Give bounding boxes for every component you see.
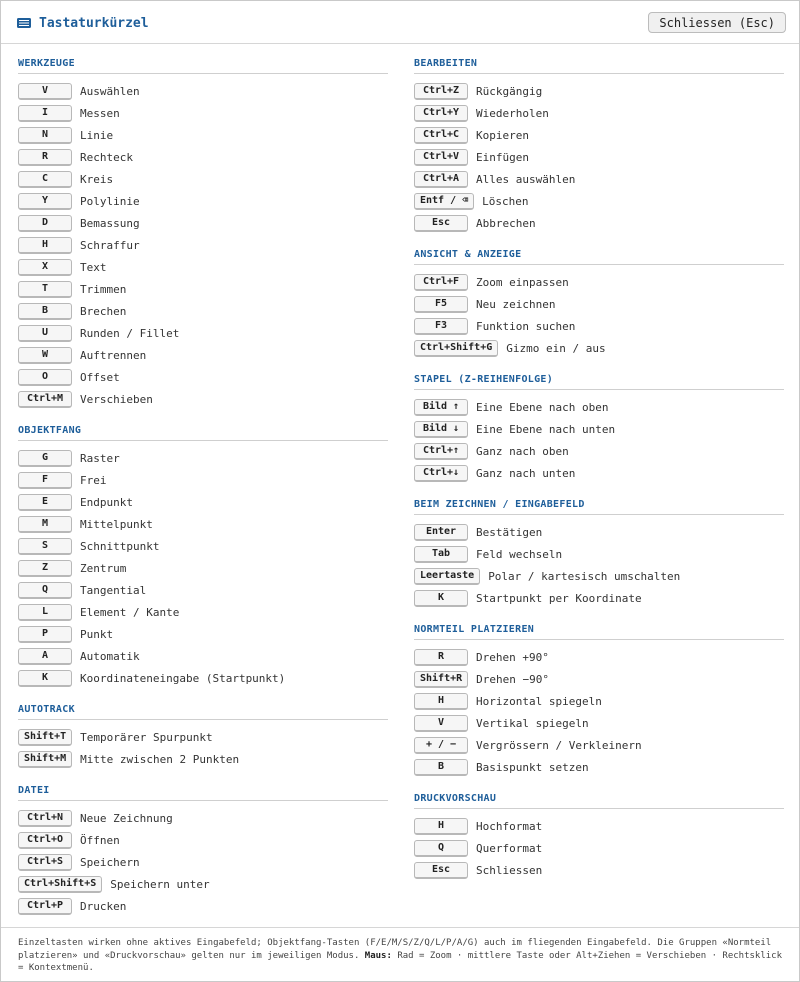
key-cap: W [18,347,72,364]
shortcut-description: Schnittpunkt [80,539,160,553]
shortcut-row [18,726,388,748]
shortcut-description: Funktion suchen [476,319,576,333]
shortcut-description: Speichern unter [110,877,210,891]
key-cap: Ctrl+C [414,127,468,144]
shortcut-row [414,837,784,859]
shortcut-description: Mitte zwischen 2 Punkten [80,752,240,766]
key-cap: O [18,369,72,386]
shortcut-description: Polylinie [80,194,140,208]
group-title: BEIM ZEICHNEN / EINGABEFELD [414,498,784,515]
key-cap: H [414,693,468,710]
shortcut-row [18,807,388,829]
shortcut-row [18,623,388,645]
key-cap: + / − [414,737,468,754]
group-title: DATEI [18,784,388,801]
shortcut-row [414,271,784,293]
key-cap: M [18,516,72,533]
key-cap: K [18,670,72,687]
shortcut-description: Rückgängig [476,84,543,98]
shortcut-row [414,565,784,587]
group-title: WERKZEUGE [18,57,388,74]
key-cap: Enter [414,524,468,541]
shortcut-description: Text [80,260,107,274]
shortcut-row [18,601,388,623]
shortcut-row [18,344,388,366]
footer-mouse-label: Maus: [364,950,392,961]
key-cap: Ctrl+P [18,898,72,915]
shortcut-row [414,543,784,565]
shortcut-row [18,124,388,146]
shortcut-row [414,815,784,837]
shortcut-description: Punkt [80,627,114,641]
shortcut-description: Öffnen [80,833,120,847]
key-cap: E [18,494,72,511]
key-cap: F [18,472,72,489]
shortcut-description: Löschen [482,194,529,208]
key-cap: Ctrl+N [18,810,72,827]
shortcut-row [18,168,388,190]
key-cap: Bild ↓ [414,421,468,438]
shortcut-row [414,212,784,234]
key-cap: B [18,303,72,320]
shortcut-description: Polar / kartesisch umschalten [488,569,681,583]
shortcut-description: Eine Ebene nach unten [476,422,616,436]
key-cap: V [414,715,468,732]
shortcut-description: Wiederholen [476,106,549,120]
shortcut-row [18,667,388,689]
shortcut-description: Auftrennen [80,348,147,362]
key-cap: H [414,818,468,835]
shortcut-description: Abbrechen [476,216,536,230]
shortcut-description: Temporärer Spurpunkt [80,730,213,744]
key-cap: Ctrl+V [414,149,468,166]
key-cap: Ctrl+S [18,854,72,871]
footer-text-after: Rad = Zoom · mittlere Taste oder Alt+Ziehen = Verschieben · Rechtsklick = Kontextmenü. [18,950,783,973]
shortcut-group-stapel-z-reihenfolge [414,373,784,484]
shortcut-description: Kreis [80,172,114,186]
key-cap: A [18,648,72,665]
shortcut-row [18,469,388,491]
key-cap: F3 [414,318,468,335]
key-cap: Z [18,560,72,577]
shortcut-row [18,102,388,124]
shortcut-description: Hochformat [476,819,543,833]
shortcut-description: Vertikal spiegeln [476,716,589,730]
key-cap: F5 [414,296,468,313]
dialog-title: Tastaturkürzel [39,15,149,31]
key-cap: C [18,171,72,188]
shortcut-description: Horizontal spiegeln [476,694,602,708]
shortcut-description: Trimmen [80,282,127,296]
key-cap: P [18,626,72,643]
shortcut-description: Ganz nach unten [476,466,576,480]
close-button[interactable]: Schliessen (Esc) [648,12,786,33]
shortcut-description: Drucken [80,899,127,913]
shortcut-description: Eine Ebene nach oben [476,400,609,414]
keyboard-icon [17,18,31,28]
shortcut-row [414,396,784,418]
shortcut-description: Drehen +90° [476,650,549,664]
shortcut-row [18,851,388,873]
shortcut-description: Speichern [80,855,140,869]
shortcut-row [414,124,784,146]
group-title: ANSICHT & ANZEIGE [414,248,784,265]
shortcut-group-autotrack [18,703,388,770]
shortcut-row [18,146,388,168]
shortcut-row [414,168,784,190]
shortcut-description: Drehen −90° [476,672,550,686]
shortcut-description: Verschieben [80,392,153,406]
shortcut-description: Schliessen [476,863,543,877]
shortcut-row [414,690,784,712]
key-cap: Y [18,193,72,210]
shortcut-row [414,734,784,756]
shortcut-row [18,579,388,601]
shortcut-row [18,212,388,234]
key-cap: Ctrl+Shift+S [18,876,102,893]
key-cap: Ctrl+F [414,274,468,291]
shortcut-group-objektfang [18,424,388,689]
shortcut-row [414,190,784,212]
dialog-footer [1,927,799,982]
shortcut-group-datei [18,784,388,917]
group-title: NORMTEIL PLATZIEREN [414,623,784,640]
shortcut-row [414,418,784,440]
group-title: STAPEL (Z-REIHENFOLGE) [414,373,784,390]
key-cap: T [18,281,72,298]
group-title: BEARBEITEN [414,57,784,74]
shortcut-row [414,337,784,359]
key-cap: Ctrl+Y [414,105,468,122]
shortcut-description: Bemassung [80,216,140,230]
shortcut-row [414,668,784,690]
key-cap: V [18,83,72,100]
shortcut-description: Mittelpunkt [80,517,153,531]
shortcut-row [18,829,388,851]
key-cap: R [18,149,72,166]
key-cap: I [18,105,72,122]
shortcut-description: Einfügen [476,150,529,164]
key-cap: Esc [414,215,468,232]
shortcut-row [414,293,784,315]
shortcut-description: Endpunkt [80,495,133,509]
key-cap: G [18,450,72,467]
key-cap: Ctrl+Shift+G [414,340,498,357]
shortcut-group-beim-zeichnen-eingabefeld [414,498,784,609]
group-title: OBJEKTFANG [18,424,388,441]
shortcut-description: Offset [80,370,120,384]
key-cap: N [18,127,72,144]
shortcut-description: Element / Kante [80,605,180,619]
shortcut-row [414,80,784,102]
key-cap: Ctrl+M [18,391,72,408]
footer-text-before: Einzeltasten wirken ohne aktives Eingabefeld; Objektfang-Tasten (F/E/M/S/Z/Q/L/P/A/G) auch im fliegenden Eingabefeld. Die Gruppen «Normteil platzieren» und «Druckvorschau» gelten nur im jeweiligen Modus. [18,938,772,961]
key-cap: Ctrl+O [18,832,72,849]
key-cap: Shift+T [18,729,72,746]
group-title: DRUCKVORSCHAU [414,792,784,809]
shortcut-row [18,447,388,469]
key-cap: Bild ↑ [414,399,468,416]
right-column [414,57,784,895]
shortcut-group-druckvorschau [414,792,784,881]
shortcut-description: Neue Zeichnung [80,811,173,825]
key-cap: D [18,215,72,232]
key-cap: Shift+R [414,671,468,688]
left-column [18,57,388,931]
shortcut-description: Schraffur [80,238,140,252]
shortcut-row [414,315,784,337]
shortcut-row [18,557,388,579]
shortcut-description: Brechen [80,304,127,318]
shortcut-description: Gizmo ein / aus [506,341,606,355]
key-cap: B [414,759,468,776]
key-cap: Ctrl+↓ [414,465,468,482]
dialog-header [1,1,799,44]
shortcut-description: Messen [80,106,120,120]
shortcut-description: Raster [80,451,120,465]
shortcut-row [18,366,388,388]
shortcut-description: Bestätigen [476,525,543,539]
shortcut-row [18,645,388,667]
shortcut-row [18,873,388,895]
shortcut-row [414,712,784,734]
key-cap: Ctrl+Z [414,83,468,100]
shortcut-group-bearbeiten [414,57,784,234]
shortcut-description: Ganz nach oben [476,444,569,458]
key-cap: Esc [414,862,468,879]
key-cap: Q [414,840,468,857]
key-cap: S [18,538,72,555]
shortcut-row [18,491,388,513]
shortcut-description: Automatik [80,649,140,663]
shortcut-description: Startpunkt per Koordinate [476,591,642,605]
shortcut-description: Feld wechseln [476,547,563,561]
shortcut-row [414,146,784,168]
shortcut-row [414,756,784,778]
shortcut-row [414,102,784,124]
shortcut-description: Runden / Fillet [80,326,180,340]
key-cap: Entf / ⌫ [414,193,474,210]
key-cap: L [18,604,72,621]
shortcut-row [18,190,388,212]
key-cap: Ctrl+A [414,171,468,188]
shortcut-description: Linie [80,128,114,142]
shortcut-row [18,513,388,535]
shortcut-description: Neu zeichnen [476,297,556,311]
shortcut-row [18,300,388,322]
shortcut-description: Zoom einpassen [476,275,569,289]
shortcut-row [414,462,784,484]
title-wrap [17,15,149,31]
shortcut-row [414,440,784,462]
key-cap: K [414,590,468,607]
shortcut-description: Rechteck [80,150,133,164]
key-cap: H [18,237,72,254]
shortcut-row [414,859,784,881]
shortcut-row [18,535,388,557]
shortcut-description: Querformat [476,841,543,855]
key-cap: X [18,259,72,276]
key-cap: U [18,325,72,342]
shortcut-row [18,256,388,278]
shortcut-description: Koordinateneingabe (Startpunkt) [80,671,286,685]
shortcut-row [414,587,784,609]
shortcut-description: Frei [80,473,107,487]
shortcut-row [18,80,388,102]
footer-note [18,937,788,975]
shortcut-row [18,278,388,300]
shortcut-row [18,388,388,410]
shortcut-description: Vergrössern / Verkleinern [476,738,642,752]
group-title: AUTOTRACK [18,703,388,720]
key-cap: Q [18,582,72,599]
shortcut-description: Alles auswählen [476,172,576,186]
key-cap: Ctrl+↑ [414,443,468,460]
shortcut-group-normteil-platzieren [414,623,784,778]
shortcut-group-werkzeuge [18,57,388,410]
shortcut-row [18,895,388,917]
shortcut-description: Zentrum [80,561,127,575]
shortcut-row [414,521,784,543]
shortcut-row [18,322,388,344]
shortcut-row [18,748,388,770]
shortcut-description: Kopieren [476,128,529,142]
shortcut-description: Basispunkt setzen [476,760,589,774]
shortcut-description: Auswählen [80,84,140,98]
key-cap: R [414,649,468,666]
shortcut-row [18,234,388,256]
key-cap: Leertaste [414,568,480,585]
shortcut-description: Tangential [80,583,147,597]
shortcut-row [414,646,784,668]
key-cap: Shift+M [18,751,72,768]
key-cap: Tab [414,546,468,563]
shortcut-group-ansicht-anzeige [414,248,784,359]
